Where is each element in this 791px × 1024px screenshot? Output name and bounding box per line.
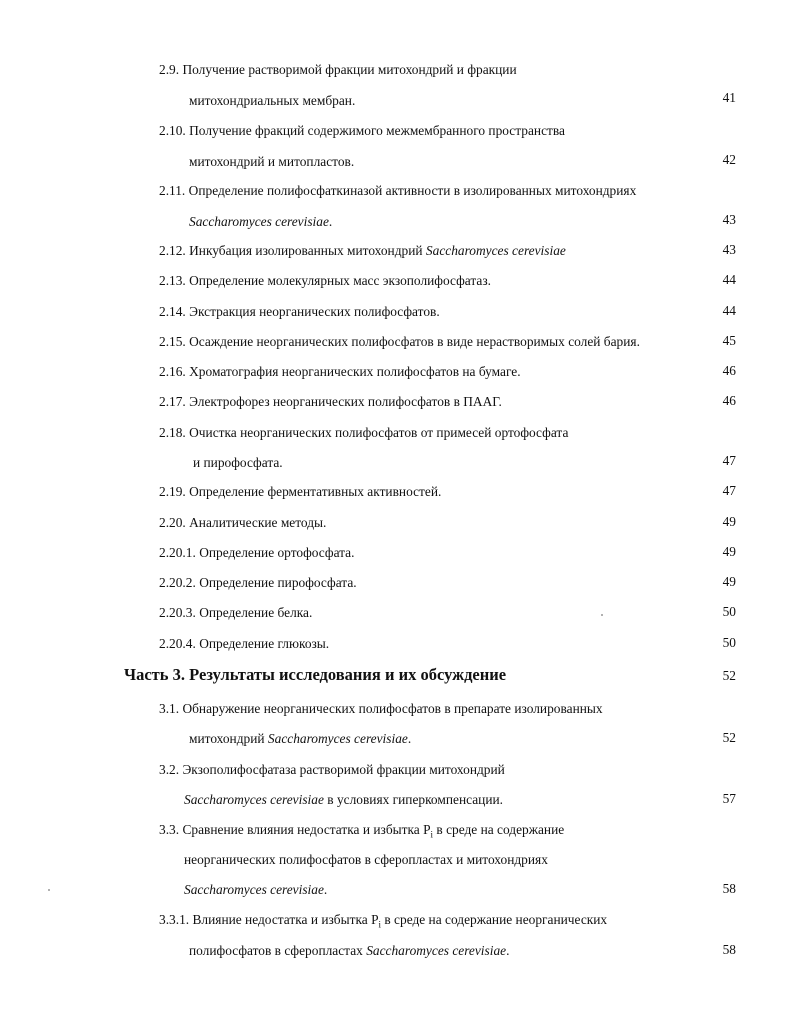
entry-title: Сравнение влияния недостатка и избытка P xyxy=(182,822,431,837)
page-number: 47 xyxy=(722,453,736,468)
toc-entry-3-1-line1 xyxy=(159,701,603,717)
toc-entry-2-18-line1 xyxy=(159,425,568,441)
entry-number: 2.20.2. xyxy=(159,575,196,590)
page-number: 45 xyxy=(722,333,736,348)
page-number: 57 xyxy=(722,791,736,806)
toc-entry-2-18-line2: и пирофосфата. xyxy=(193,455,283,470)
entry-title: Определение глюкозы. xyxy=(199,636,330,651)
toc-entry-2-16 xyxy=(159,364,521,380)
entry-number: 3.3.1. xyxy=(159,912,190,927)
toc-entry-2-13 xyxy=(159,273,491,289)
toc-entry-2-17 xyxy=(159,394,502,410)
page-number: 44 xyxy=(722,303,736,318)
toc-entry-2-20-1 xyxy=(159,545,354,561)
toc-entry-2-9-line2: митохондриальных мембран. xyxy=(189,93,356,108)
part-heading: Часть 3. Результаты исследования и их обсуждение xyxy=(124,665,507,684)
entry-number: 2.12. xyxy=(159,243,186,258)
entry-number: 2.14. xyxy=(159,304,186,319)
entry-number: 2.15. xyxy=(159,334,186,349)
page-number: 43 xyxy=(722,212,736,227)
page-number: 49 xyxy=(722,544,736,559)
entry-title: Электрофорез неорганических полифосфатов в ПААГ. xyxy=(189,394,502,409)
toc-entry-3-3-line1: 3.3. Сравнение влияния недостатка и избытка $P_i$ в среде на содержание xyxy=(159,822,565,840)
entry-number: 2.13. xyxy=(159,273,186,288)
toc-entry-2-20-3 xyxy=(159,605,312,621)
page-number: 41 xyxy=(722,90,736,105)
species-name: Saccharomyces cerevisiae xyxy=(184,882,324,897)
entry-number: 2.11. xyxy=(159,183,186,198)
page-number: 44 xyxy=(722,272,736,287)
entry-title: Инкубация изолированных митохондрий xyxy=(189,243,426,258)
species-name: Saccharomyces cerevisiae xyxy=(366,943,507,958)
species-name: Saccharomyces cerevisiae xyxy=(267,731,408,746)
entry-title: Хроматография неорганических полифосфатов на бумаге. xyxy=(189,364,521,379)
entry-number: 2.17. xyxy=(159,394,186,409)
toc-entry-2-12 xyxy=(159,243,566,259)
toc-entry-2-11-line2: Saccharomyces cerevisiae. xyxy=(189,214,333,229)
scan-speck xyxy=(601,614,603,616)
entry-title: Определение пирофосфата. xyxy=(199,575,357,590)
toc-entry-3-3-line2: неорганических полифосфатов в сферопластах и митохондриях xyxy=(184,852,548,867)
entry-number: 2.18. xyxy=(159,425,186,440)
entry-title: Осаждение неорганических полифосфатов в виде нерастворимых солей бария. xyxy=(189,334,640,349)
entry-title: Экзополифосфатаза растворимой фракции митохондрий xyxy=(182,762,505,777)
page-number: 49 xyxy=(722,574,736,589)
page-number: 46 xyxy=(722,393,736,408)
entry-title: Получение фракций содержимого межмембранного пространства xyxy=(189,123,565,138)
page-number: 50 xyxy=(722,635,736,650)
entry-number: 3.2. xyxy=(159,762,180,777)
toc-entry-2-10-line2: митохондрий и митопластов. xyxy=(189,154,355,169)
species-name: Saccharomyces cerevisiae xyxy=(189,214,329,229)
species-name: Saccharomyces cerevisiae xyxy=(184,792,324,807)
page-number: 46 xyxy=(722,363,736,378)
toc-entry-2-19 xyxy=(159,484,441,500)
page-number: 52 xyxy=(722,730,736,745)
page-number: 42 xyxy=(722,152,736,167)
entry-title: Обнаружение неорганических полифосфатов в препарате изолированных xyxy=(182,701,603,716)
scan-speck xyxy=(48,889,50,891)
toc-entry-2-9-line1 xyxy=(159,62,517,78)
toc-entry-2-10-line1 xyxy=(159,123,565,139)
page-number: 52 xyxy=(722,668,736,683)
page-number: 58 xyxy=(722,942,736,957)
entry-title: Аналитические методы. xyxy=(189,515,327,530)
page-number: 47 xyxy=(722,483,736,498)
page-number: 43 xyxy=(722,242,736,257)
page-number: 58 xyxy=(722,881,736,896)
entry-number: 2.20.4. xyxy=(159,636,196,651)
entry-number: 3.3. xyxy=(159,822,180,837)
toc-entry-3-1-line2: митохондрий Saccharomyces cerevisiae. xyxy=(189,731,412,746)
toc-entry-2-11-line1 xyxy=(159,183,636,199)
entry-number: 2.20.1. xyxy=(159,545,196,560)
toc-entry-2-15 xyxy=(159,334,640,350)
toc-entry-3-3-1-line1: 3.3.1. Влияние недостатка и избытка $P_i$ в среде на содержание неорганических xyxy=(159,912,608,930)
page-number: 49 xyxy=(722,514,736,529)
entry-title: Определение белка. xyxy=(199,605,313,620)
toc-entry-3-3-1-line2: полифосфатов в сферопластах Saccharomyces cerevisiae. xyxy=(189,943,510,958)
entry-number: 2.20.3. xyxy=(159,605,196,620)
entry-title: Определение ферментативных активностей. xyxy=(189,484,442,499)
toc-entry-3-2-line2: Saccharomyces cerevisiae в условиях гиперкомпенсации. xyxy=(184,792,504,807)
toc-entry-3-3-line3: Saccharomyces cerevisiae. xyxy=(184,882,328,897)
entry-title: Определение ортофосфата. xyxy=(199,545,355,560)
entry-title: Определение молекулярных масс экзополифосфатаз. xyxy=(189,273,491,288)
entry-number: 2.9. xyxy=(159,62,180,77)
entry-title: Очистка неорганических полифосфатов от примесей ортофосфата xyxy=(189,425,569,440)
entry-title: Влияние недостатка и избытка P xyxy=(192,912,379,927)
toc-entry-2-20-4 xyxy=(159,636,329,652)
toc-entry-2-20 xyxy=(159,515,326,531)
entry-title: Определение полифосфаткиназой активности в изолированных митохондриях xyxy=(188,183,637,198)
toc-entry-3-2-line1 xyxy=(159,762,505,778)
entry-number: 2.16. xyxy=(159,364,186,379)
entry-number: 3.1. xyxy=(159,701,180,716)
entry-title: Экстракция неорганических полифосфатов. xyxy=(189,304,440,319)
toc-entry-2-20-2 xyxy=(159,575,357,591)
entry-title: Получение растворимой фракции митохондрий и фракции xyxy=(182,62,517,77)
entry-number: 2.19. xyxy=(159,484,186,499)
entry-number: 2.20. xyxy=(159,515,186,530)
species-name: Saccharomyces cerevisiae xyxy=(425,243,566,258)
entry-number: 2.10. xyxy=(159,123,186,138)
page-number: 50 xyxy=(722,604,736,619)
toc-entry-2-14 xyxy=(159,304,440,320)
